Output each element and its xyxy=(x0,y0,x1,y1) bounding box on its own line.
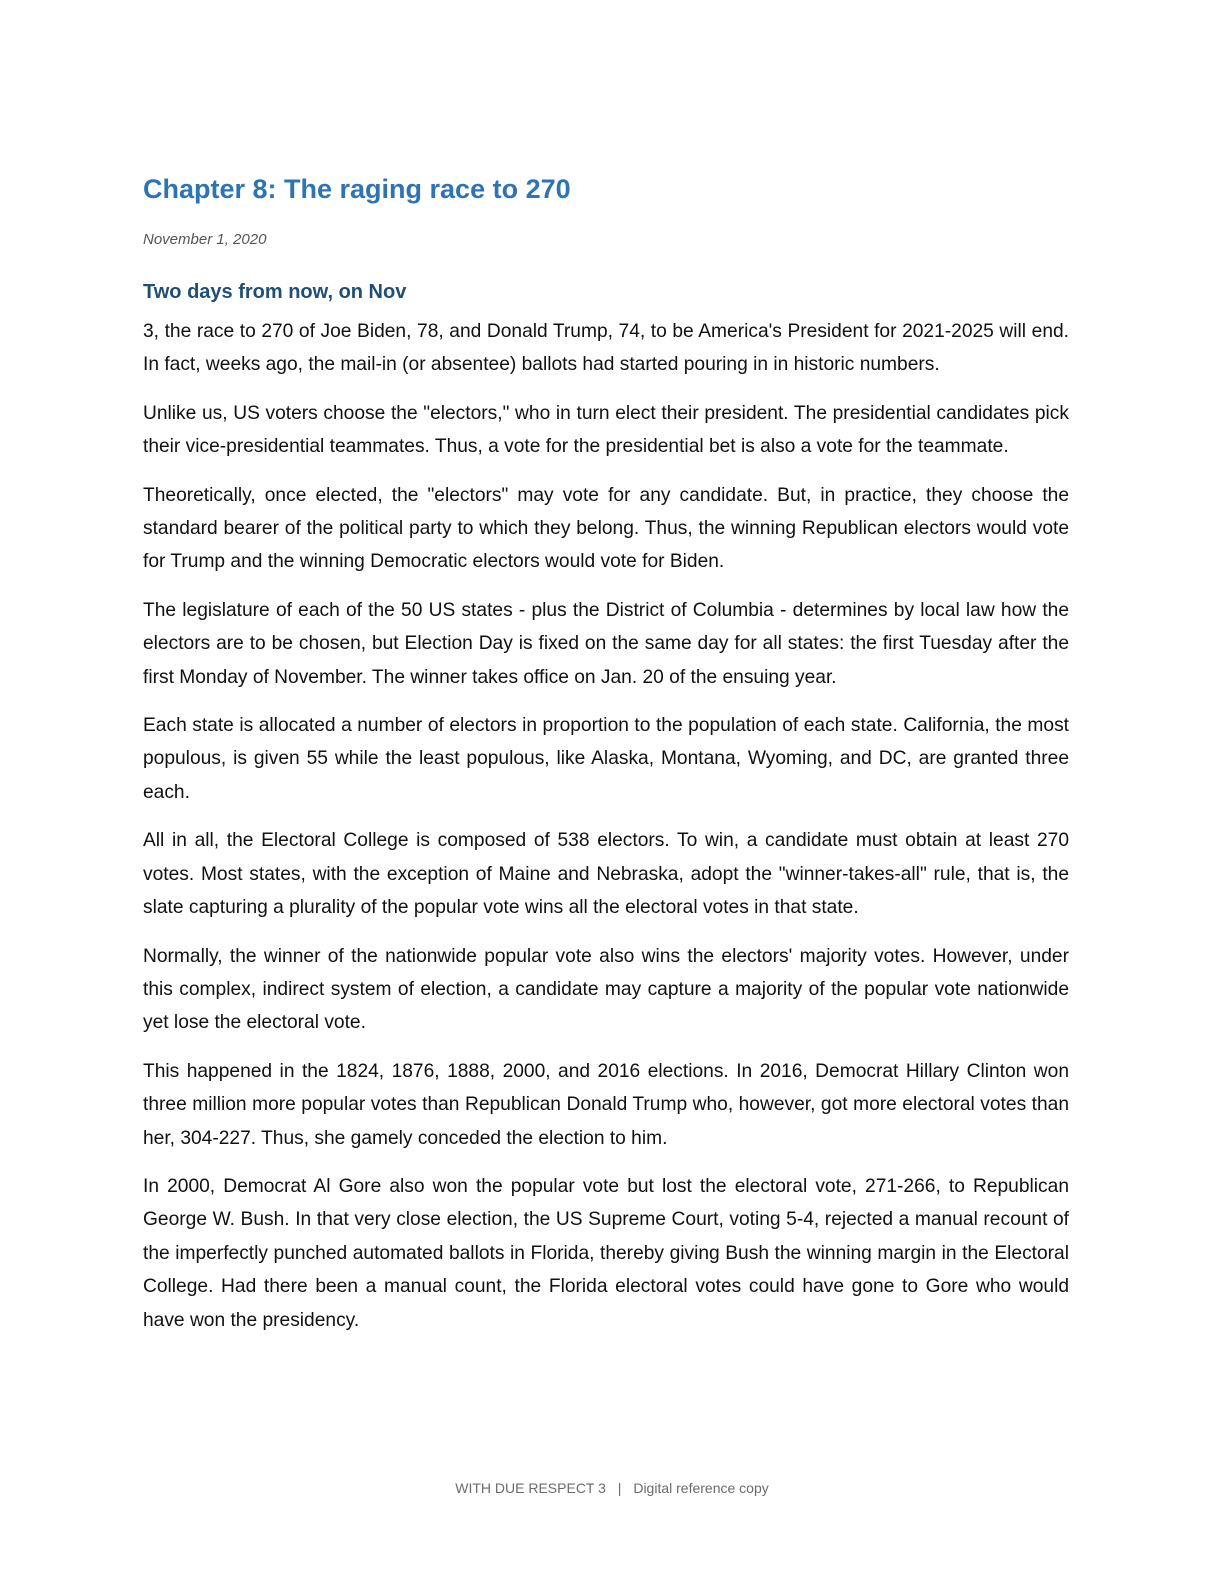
page-footer xyxy=(0,1478,1224,1498)
article-date: November 1, 2020 xyxy=(143,231,267,248)
body-paragraph: The legislature of each of the 50 US states - plus the District of Columbia - determines by local law how the electors are to be chosen, but Election Day is fixed on the same day for all states: the first Tuesday after the first Monday of November. The winner takes office on Jan. 20 of the ensuing year. xyxy=(143,599,1069,688)
body-paragraph: All in all, the Electoral College is composed of 538 electors. To win, a candidate must obtain at least 270 votes. Most states, with the exception of Maine and Nebraska, adopt the "winner-takes-all" rule, that is, the slate capturing a plurality of the popular vote wins all the electoral votes in that state. xyxy=(143,830,1069,919)
footer-note: Digital reference copy xyxy=(633,1480,769,1496)
body-paragraph: Normally, the winner of the nationwide popular vote also wins the electors' majority votes. However, under this complex, indirect system of election, a candidate may capture a majority of the popular vote nationwide yet lose the electoral vote. xyxy=(143,945,1069,1034)
footer-separator: | xyxy=(617,1480,622,1496)
body-paragraph: Theoretically, once elected, the "electors" may vote for any candidate. But, in practice, they choose the standard bearer of the political party to which they belong. Thus, the winning Republican electors would vote for Trump and the winning Democratic electors would vote for Biden. xyxy=(143,484,1069,573)
body-paragraph: In 2000, Democrat Al Gore also won the popular vote but lost the electoral vote, 271-266, to Republican George W. Bush. In that very close election, the US Supreme Court, voting 5-4, rejected a manual recount of the imperfectly punched automated ballots in Florida, thereby giving Bush the winning margin in the Electoral College. Had there been a manual count, the Florida electoral votes could have gone to Gore who would have won the presidency. xyxy=(143,1175,1069,1331)
chapter-title: Chapter 8: The raging race to 270 xyxy=(143,174,571,204)
body-paragraph: Each state is allocated a number of electors in proportion to the population of each state. California, the most populous, is given 55 while the least populous, like Alaska, Montana, Wyoming, and DC, are granted three each. xyxy=(143,715,1069,803)
document-page xyxy=(143,170,1069,1352)
section-subheading: Two days from now, on Nov xyxy=(143,281,407,303)
body-paragraph: Unlike us, US voters choose the "electors," who in turn elect their president. The presidential candidates pick their vice-presidential teammates. Thus, a vote for the presidential bet is also a vote for the teammate. xyxy=(143,402,1069,458)
body-paragraph: This happened in the 1824, 1876, 1888, 2000, and 2016 elections. In 2016, Democrat Hillary Clinton won three million more popular votes than Republican Donald Trump who, however, got more electoral votes than her, 304-227. Thus, she gamely conceded the election to him. xyxy=(143,1060,1069,1149)
body-paragraph: 3, the race to 270 of Joe Biden, 78, and Donald Trump, 74, to be America's President for 2021-2025 will end. In fact, weeks ago, the mail-in (or absentee) ballots had started pouring in in historic numbers. xyxy=(143,321,1069,376)
footer-book-title: WITH DUE RESPECT 3 xyxy=(455,1480,606,1496)
